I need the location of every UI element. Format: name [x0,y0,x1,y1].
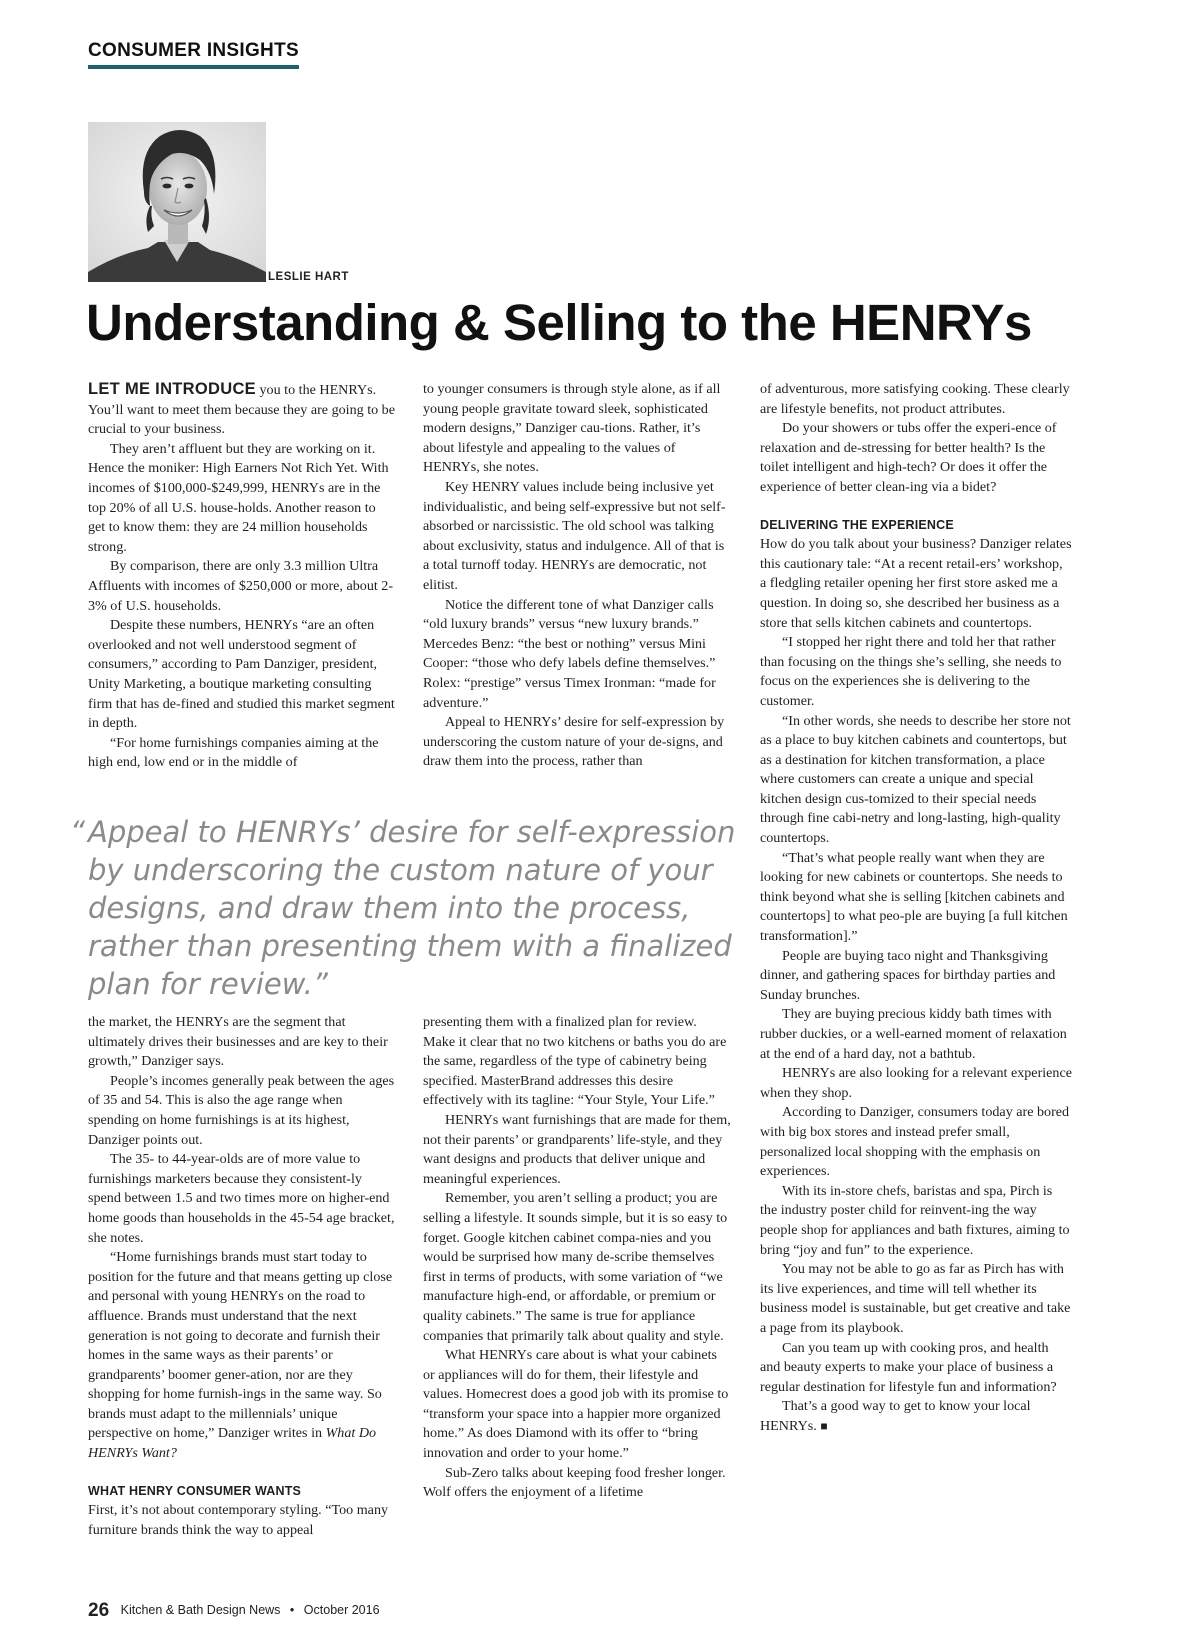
body-paragraph: Notice the different tone of what Danziger calls “old luxury brands” versus “new luxury brands.” Mercedes Benz: “the best or nothing” versus Mini Cooper: “those who defy labels define themselves.” Rolex: “prestige” versus Timex Ironman: “made for adventure.” [423,596,716,711]
footer-separator: • [289,1603,295,1617]
end-mark: ■ [820,1418,828,1433]
body-paragraph: Sub-Zero talks about keeping food fresher longer. Wolf offers the enjoyment of a lifetime [423,1464,726,1501]
body-paragraph: People’s incomes generally peak between the ages of 35 and 54. This is also the age range when spending on home furnishings is at its highest, Danziger points out. [88,1072,395,1148]
body-paragraph: People are buying taco night and Thanksgiving dinner, and gathering spaces for birthday parties and Sunday brunches. [760,947,1056,1003]
pull-quote-text: Appeal to HENRYs’ desire for self-expression by underscoring the custom nature of your designs, and draw them into the process, rather than presenting them with a finalized plan for review.” [88,815,736,1001]
body-paragraph: to younger consumers is through style alone, as if all young people gravitate toward sleek, sophisticated modern designs,” Danziger cau-tions. Rather, it’s about lifestyle and appealing to the values of HENRYs, she notes. [423,381,721,476]
body-paragraph: “Home furnishings brands must start today to position for the future and that means getting up close and personal with young HENRYs on the road to affluence. Brands must understand that the next generation is not going to decorate and furnish their homes in the same ways as their parents’ or grandparents’ boomer gener-ation, nor are they shopping for home furnish-ings in the same way. So brands must adapt to the millennials’ unique perspective on home,” Danziger writes in What Do HENRYs Want? [88,1249,393,1462]
column-2-top [423,380,731,772]
book-title: What Do HENRYs Want? [88,1425,377,1462]
body-paragraph: “For home furnishings companies aiming at the high end, low end or in the middle of [88,734,379,771]
body-paragraph: “That’s what people really want when they are looking for new cabinets or countertops. She needs to think beyond what she is selling [kitchen cabinets and countertops] to what peo-ple are buying [a full kitchen transformation].” [760,849,1068,945]
page-number: 26 [88,1600,110,1621]
subhead-delivering-the-experience: DELIVERING THE EXPERIENCE [760,517,954,532]
body-paragraph: Key HENRY values include being inclusive yet individualistic, and being self-expressive but not self-absorbed or narcissistic. The old school was talking about exclusivity, status and indulgence. All of that is a total turnoff today. HENRYs are democratic, not elitist. [423,478,726,593]
body-paragraph: That’s a good way to get to know your local HENRYs. ■ [760,1398,1031,1434]
body-paragraph: HENRYs want furnishings that are made for them, not their parents’ or grandparents’ life-style, and they want designs and products that deliver unique and meaningful experiences. [423,1111,731,1187]
body-paragraph: Remember, you aren’t selling a product; you are selling a lifestyle. It sounds simple, but it is so easy to forget. Google kitchen cabinet compa-nies and you would be surprised how many de-scribe themselves first in terms of products, with some variation of “we manufacture high-end, or affordable, or premium or quality cabinets.” The same is true for appliance companies that primarily talk about quality and style. [423,1190,728,1344]
body-paragraph: By comparison, there are only 3.3 million Ultra Affluents with incomes of $250,000 or more, about 2-3% of U.S. households. [88,558,394,614]
section-label: CONSUMER INSIGHTS [88,40,299,69]
pull-quote-mark: “ [70,815,86,849]
body-paragraph: Can you team up with cooking pros, and health and beauty experts to make your place of business a regular destination for lifestyle fun and information? [760,1339,1057,1395]
body-paragraph: They are buying precious kiddy bath times with rubber duckies, or a well-earned moment of relaxation at the end of a hard day, not a bathtub. [760,1006,1067,1062]
body-paragraph: “I stopped her right there and told her that rather than focusing on the things she’s selling, she needs to focus on the experiences she is delivering to the customer. [760,634,1062,709]
body-paragraph: What HENRYs care about is what your cabinets or appliances will do for them, their lifestyle and values. Homecrest does a good job with its promise to “transform your space into a happier more organized home.” As does Diamond with its offer to “bring innovation and order to your home.” [423,1347,729,1462]
body-paragraph: LET ME INTRODUCE you to the HENRYs. You’ll want to meet them because they are going to be crucial to your business. [88,380,395,438]
body-paragraph: presenting them with a finalized plan for review. Make it clear that no two kitchens or baths you do are the same, regardless of the type of cabinetry being specified. MasterBrand addresses this desire effectively with its tagline: “Your Style, Your Life.” [423,1014,727,1109]
publication-name: Kitchen & Bath Design News [120,1603,281,1617]
body-paragraph: Do your showers or tubs offer the experi-ence of relaxation and de-stressing for better health? Is the toilet intelligent and high-tech? Or does it offer the experience of better clean-ing via a bidet? [760,420,1057,495]
lead-in: LET ME INTRODUCE [88,380,256,398]
body-paragraph: First, it’s not about contemporary styling. “Too many furniture brands think the way to appeal [88,1502,389,1538]
body-paragraph: HENRYs are also looking for a relevant experience when they shop. [760,1065,1072,1101]
body-paragraph: “In other words, she needs to describe her store not as a place to buy kitchen cabinets and countertops, but as a destination for kitchen transformation, a place where customers can create a unique and special kitchen design cus-tomized to their special needs through fine cabi-netry and long-lasting, high-quality countertops. [760,712,1071,847]
subhead-what-henry-consumer-wants: WHAT HENRY CONSUMER WANTS [88,1483,302,1498]
issue-date: October 2016 [303,1603,380,1617]
body-paragraph: According to Danziger, consumers today are bored with big box stores and instead prefer small, personalized local shopping with the emphasis on experiences. [760,1104,1070,1180]
body-paragraph: the market, the HENRYs are the segment that ultimately drives their businesses and are key to their growth,” Danziger says. [88,1014,388,1070]
author-photo [88,122,266,282]
author-byline: LESLIE HART [268,271,349,283]
body-paragraph: Despite these numbers, HENRYs “are an often overlooked and not well understood segment of consumers,” according to Pam Danziger, president, Unity Marketing, a boutique marketing consulting firm that has de-fined and studied this market segment in depth. [88,617,395,732]
body-paragraph: of adventurous, more satisfying cooking. These clearly are lifestyle benefits, not product attributes. [760,381,1070,417]
body-paragraph: They aren’t affluent but they are working on it. Hence the moniker: High Earners Not Rich Yet. With incomes of $100,000-$249,999, HENRYs are in the top 20% of all U.S. house-holds. Another reason to get to know them: they are 24 million households strong. [88,440,389,555]
body-paragraph: With its in-store chefs, baristas and spa, Pirch is the industry poster child for reinvent-ing the way people shop for appliances and bath fixtures, aiming to bring “joy and fun” to the experience. [760,1182,1070,1258]
article-headline: Understanding & Selling to the HENRYs [86,294,1032,351]
body-paragraph: The 35- to 44-year-olds are of more value to furnishings marketers because they consistent-ly spend between 1.5 and two times more on higher-end home goods than households in the 45-54 age bracket, she notes. [88,1151,395,1246]
column-2-bottom [423,1013,731,1503]
page-footer [88,1600,380,1622]
body-paragraph: How do you talk about your business? Danziger relates this cautionary tale: “At a recent retail-ers’ workshop, a fledgling retailer opening her first store asked me a question. In doing so, she described her business as a store that sells kitchen cabinets and countertops. [760,536,1072,631]
pull-quote [72,813,742,1003]
body-paragraph: Appeal to HENRYs’ desire for self-expression by underscoring the custom nature of your de-signs, and draw them into the process, rather than [423,714,725,770]
column-1-bottom [88,1013,396,1540]
column-1-top [88,380,396,773]
column-3 [760,380,1072,1436]
body-paragraph: You may not be able to go as far as Pirch has with its live experiences, and time will tell whether its business model is sustainable, but get creative and take a page from its playbook. [760,1261,1071,1336]
